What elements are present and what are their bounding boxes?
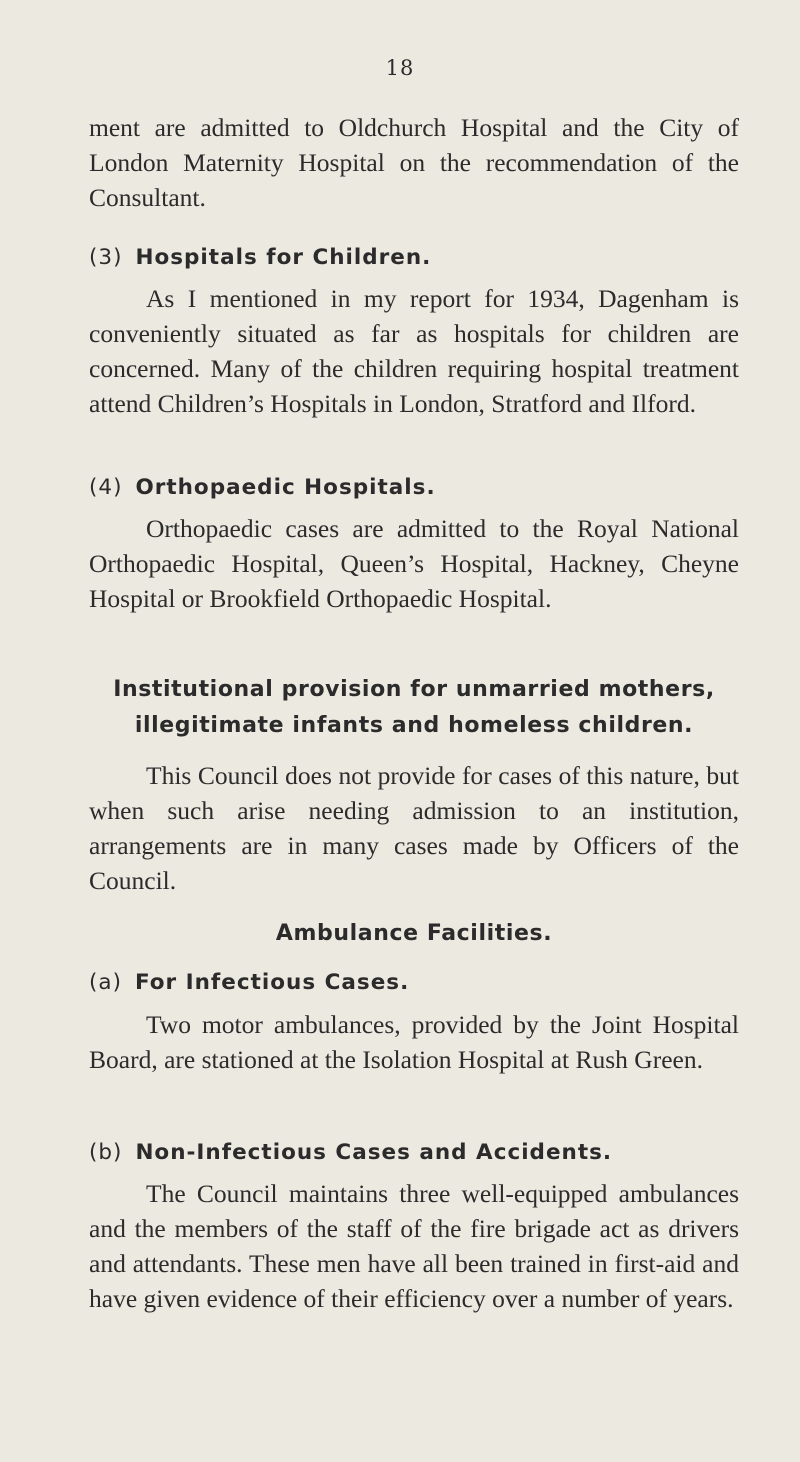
institutional-paragraph (89, 758, 739, 898)
ambulance-a-paragraph (89, 1007, 739, 1077)
ambulance-b-heading (89, 1140, 612, 1165)
ambulance-b-title: Non-Infectious Cases and Accidents. (135, 1140, 613, 1165)
ambulance-a-heading (89, 970, 409, 995)
ambulance-b-paragraph (89, 1176, 739, 1316)
institutional-heading (89, 672, 739, 744)
ambulance-heading (89, 916, 739, 952)
institutional-title-line1: Institutional provision for unmarried mothers, (113, 677, 715, 702)
section-4-paragraph (89, 511, 739, 616)
section-3-number: (3) (89, 245, 123, 270)
section-3-heading (89, 245, 431, 270)
section-4-title: Orthopaedic Hospitals. (135, 475, 436, 500)
ambulance-b-body: The Council maintains three well-equipped ambulances and the members of the staff of the fire brigade act as drivers and attendants. These men have all been trained in first-aid and have given evidence of their efficiency over a number of years. (89, 1179, 739, 1313)
section-4-number: (4) (89, 475, 123, 500)
ambulance-a-body: Two motor ambulances, provided by the Joint Hospital Board, are stationed at the Isolation Hospital at Rush Green. (89, 1010, 739, 1074)
ambulance-a-number: (a) (89, 970, 122, 995)
institutional-body: This Council does not provide for cases of this nature, but when such arise needing admission to an institution, arrangements are in many cases made by Officers of the Council. (89, 761, 739, 895)
section-3-paragraph (89, 281, 739, 421)
ambulance-title: Ambulance Facilities. (275, 921, 553, 946)
ambulance-b-number: (b) (89, 1140, 123, 1165)
intro-paragraph (89, 110, 739, 215)
section-4-body: Orthopaedic cases are admitted to the Royal National Orthopaedic Hospital, Queen’s Hospital, Hackney, Cheyne Hospital or Brookfield Orthopaedic Hospital. (89, 514, 739, 613)
ambulance-a-title: For Infectious Cases. (134, 970, 410, 995)
section-3-body: As I mentioned in my report for 1934, Dagenham is conveniently situated as far as hospitals for children are concerned. Many of the children requiring hospital treatment attend Children’s Hospitals in London, Stratford and Ilford. (89, 284, 739, 418)
section-4-heading (89, 475, 436, 500)
institutional-title-line2: illegitimate infants and homeless children. (134, 713, 694, 738)
intro-text: ment are admitted to Oldchurch Hospital and the City of London Maternity Hospital on the recommendation of the Consultant. (89, 113, 739, 212)
page-number: 18 (385, 56, 415, 80)
section-3-title: Hospitals for Children. (135, 245, 432, 270)
